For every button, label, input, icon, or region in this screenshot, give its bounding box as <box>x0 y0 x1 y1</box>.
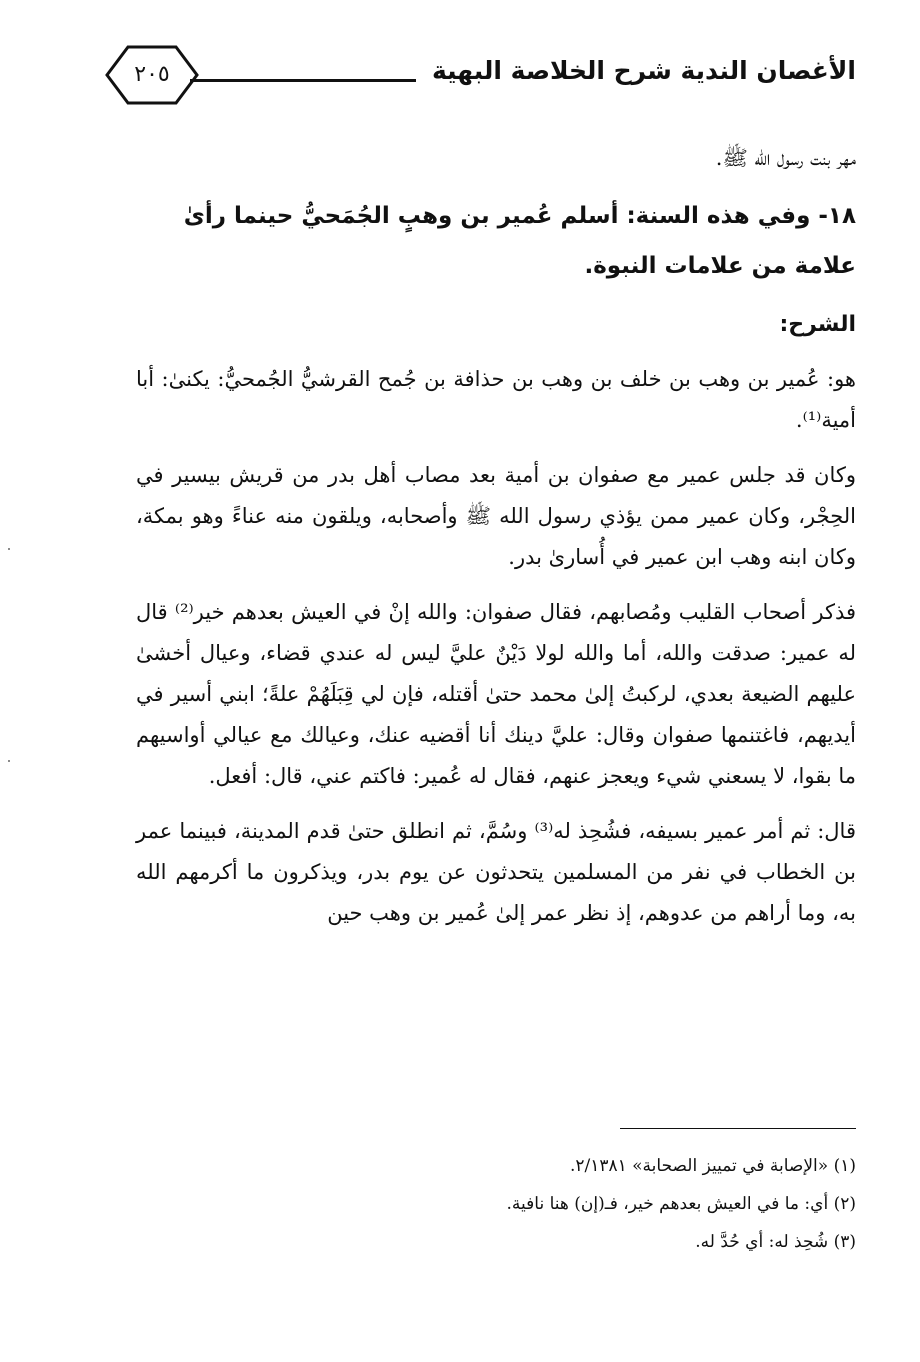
opening-line: مهر بنت رسول الله ﷺ. <box>715 146 856 170</box>
body-paragraph: قال: ثم أمر عمير بسيفه، فشُحِذ له⁽³⁾ وسُمَّ، ثم انطلق حتىٰ قدم المدينة، فبينما عمر بن الخطاب في نفر من المسلمين يتحدثون عن يوم بدر، ويذكرون ما أكرمهم الله به، وما أراهم من عدوهم، إذ نظر عمر إلىٰ عُمير بن وهب حين <box>136 819 856 925</box>
footnotes <box>136 1147 856 1261</box>
footnote-rule <box>620 1128 856 1129</box>
body-paragraph: هو: عُمير بن وهب بن خلف بن وهب بن حذافة بن جُمح القرشيُّ الجُمحيُّ: يكنىٰ: أبا أمية⁽¹⁾. <box>136 367 856 432</box>
header-rule <box>190 79 416 82</box>
page-number-badge <box>104 44 200 106</box>
page-header <box>104 44 856 106</box>
footnote-item: (٣) شُحِذ له: أي حُدَّ له. <box>695 1232 856 1252</box>
page-body <box>136 138 856 948</box>
body-paragraph: فذكر أصحاب القليب ومُصابهم، فقال صفوان: والله إنْ في العيش بعدهم خير⁽²⁾ قال له عمير: صدقت والله، أما والله لولا دَيْنٌ عليَّ ليس له عندي قضاء، وعيال أخشىٰ عليهم الضيعة بعدي، لركبتُ إلىٰ محمد حتىٰ أقتله، فإن لي قِبَلَهُمْ علةً؛ ابني أسير في أيديهم، فاغتنمها صفوان وقال: عليَّ دينك أنا أقضيه عنك، وعيالك مع عيالي أواسيهم ما بقوا، لا يسعني شيء ويعجز عنهم، فقال له عُمير: فاكتم عني، قال: أفعل. <box>136 600 857 788</box>
scan-mark <box>8 760 10 762</box>
scan-mark <box>8 548 10 550</box>
body-paragraph: وكان قد جلس عمير مع صفوان بن أمية بعد مصاب أهل بدر من قريش بيسير في الحِجْر، وكان عمير ممن يؤذي رسول الله ﷺ وأصحابه، ويلقون منه عناءً وهو بمكة، وكان ابنه وهب ابن عمير في أُسارىٰ بدر. <box>136 463 856 569</box>
explanation-label: الشرح: <box>779 312 856 337</box>
section-heading: ١٨- وفي هذه السنة: أسلم عُمير بن وهبٍ الجُمَحيُّ حينما رأىٰ علامة من علامات النبوة. <box>183 203 856 279</box>
running-title: الأغصان الندية شرح الخلاصة البهية <box>431 56 856 85</box>
footnote-item: (٢) أي: ما في العيش بعدهم خير، فـ(إن) هنا نافية. <box>506 1194 856 1214</box>
footnote-item: (١) «الإصابة في تمييز الصحابة» ٢/١٣٨١. <box>569 1156 856 1176</box>
page-number: ٢٠٥ <box>134 62 170 87</box>
